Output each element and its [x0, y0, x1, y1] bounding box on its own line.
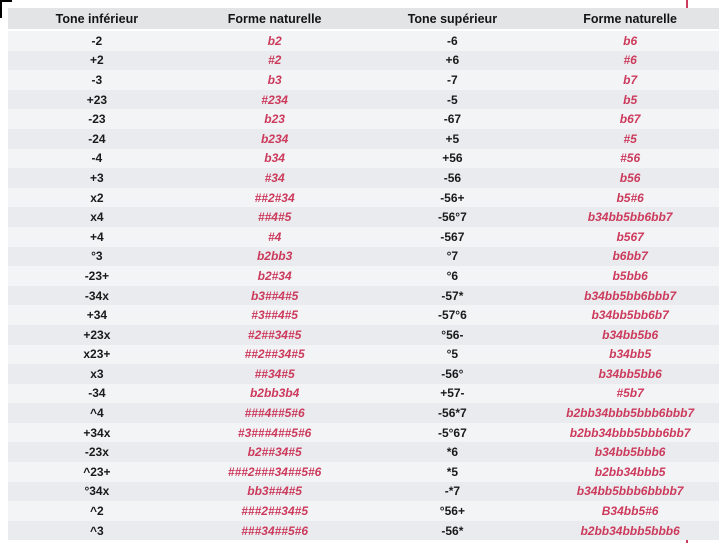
natural-form-cell: b5#6 [541, 188, 719, 208]
tone-cell: -3 [8, 70, 186, 90]
table-row [8, 442, 719, 462]
natural-form-cell: ###2##34#5 [186, 501, 364, 521]
table-row [8, 30, 719, 51]
table-row [8, 423, 719, 443]
table-row [8, 207, 719, 227]
table-row [8, 501, 719, 521]
tone-cell: x3 [8, 364, 186, 384]
natural-form-cell: b2bb34bbb5bbb6bb7 [541, 423, 719, 443]
natural-form-cell: b5bb6 [541, 266, 719, 286]
tone-cell: -57* [364, 286, 542, 306]
natural-form-cell: #56 [541, 149, 719, 169]
table-row [8, 266, 719, 286]
tone-cell: +3 [8, 168, 186, 188]
tone-cell: x2 [8, 188, 186, 208]
tone-cell: -34x [8, 286, 186, 306]
tone-cell: -56* [364, 521, 542, 541]
natural-form-cell: b7 [541, 70, 719, 90]
tone-cell: -23+ [8, 266, 186, 286]
natural-form-cell: #234 [186, 90, 364, 110]
table-row [8, 345, 719, 365]
natural-form-cell: #3###4##5#6 [186, 423, 364, 443]
tone-cell: -56 [364, 168, 542, 188]
table-row [8, 384, 719, 404]
natural-form-cell: B34bb5#6 [541, 501, 719, 521]
tone-cell: -56°7 [364, 207, 542, 227]
tone-cell: °3 [8, 247, 186, 267]
natural-form-cell: b34bb5bb6bb7 [541, 207, 719, 227]
tone-cell: -5°67 [364, 423, 542, 443]
natural-form-cell: b34bb5bb6 [541, 364, 719, 384]
tone-cell: -*7 [364, 482, 542, 502]
tone-cell: +23x [8, 325, 186, 345]
tone-cell: -5 [364, 90, 542, 110]
natural-form-cell: b3##4#5 [186, 286, 364, 306]
tone-cell: x4 [8, 207, 186, 227]
natural-form-cell: b34bb5bb6bbb7 [541, 286, 719, 306]
natural-form-cell: #4 [186, 227, 364, 247]
natural-form-cell: b2#34 [186, 266, 364, 286]
header-forme-naturelle-left: Forme naturelle [186, 8, 364, 30]
tone-cell: ^23+ [8, 462, 186, 482]
tone-cell: -57°6 [364, 305, 542, 325]
table-row [8, 305, 719, 325]
table-row [8, 109, 719, 129]
natural-form-cell: #6 [541, 51, 719, 71]
tone-cell: -23 [8, 109, 186, 129]
natural-form-cell: ###2###34##5#6 [186, 462, 364, 482]
natural-form-cell: b34bb5 [541, 345, 719, 365]
natural-form-cell: b2bb3 [186, 247, 364, 267]
natural-form-cell: b34bb5bb6b7 [541, 305, 719, 325]
table-row [8, 227, 719, 247]
table-row [8, 90, 719, 110]
tone-cell: -56*7 [364, 403, 542, 423]
header-tone-inferieur: Tone inférieur [8, 8, 186, 30]
tone-cell: ^3 [8, 521, 186, 541]
tone-cell: -67 [364, 109, 542, 129]
natural-form-cell: b2##34#5 [186, 442, 364, 462]
natural-form-cell: #5 [541, 129, 719, 149]
tone-cell: +34 [8, 305, 186, 325]
tone-cell: °5 [364, 345, 542, 365]
tone-cell: ^4 [8, 403, 186, 423]
tone-cell: +4 [8, 227, 186, 247]
table-row [8, 325, 719, 345]
table-row [8, 364, 719, 384]
header-forme-naturelle-right: Forme naturelle [541, 8, 719, 30]
tone-cell: °6 [364, 266, 542, 286]
tone-cell: -7 [364, 70, 542, 90]
natural-form-cell: b2bb34bbb5bbb6 [541, 521, 719, 541]
natural-form-cell: b5 [541, 90, 719, 110]
natural-form-cell: b2bb3b4 [186, 384, 364, 404]
table-row [8, 129, 719, 149]
table-row [8, 403, 719, 423]
natural-form-cell: b34bb5bbb6bbbb7 [541, 482, 719, 502]
natural-form-cell: b2 [186, 30, 364, 51]
natural-form-cell: bb3##4#5 [186, 482, 364, 502]
natural-form-cell: ##2#34 [186, 188, 364, 208]
natural-form-cell: #2##34#5 [186, 325, 364, 345]
natural-form-cell: b67 [541, 109, 719, 129]
table-row [8, 168, 719, 188]
natural-form-cell: b34bb5bbb6 [541, 442, 719, 462]
natural-form-cell: b6 [541, 30, 719, 51]
natural-form-cell: b2bb34bbb5 [541, 462, 719, 482]
table-row [8, 482, 719, 502]
tone-cell: -567 [364, 227, 542, 247]
natural-form-cell: #2 [186, 51, 364, 71]
tone-forms-table [8, 8, 719, 540]
tone-cell: °7 [364, 247, 542, 267]
table-row [8, 51, 719, 71]
natural-form-cell: b34 [186, 149, 364, 169]
natural-form-cell: b234 [186, 129, 364, 149]
table-row [8, 149, 719, 169]
tone-cell: °56- [364, 325, 542, 345]
natural-form-cell: ##4#5 [186, 207, 364, 227]
natural-form-cell: b34bb5b6 [541, 325, 719, 345]
tone-cell: -6 [364, 30, 542, 51]
natural-form-cell: b2bb34bbb5bbb6bbb7 [541, 403, 719, 423]
tone-cell: -2 [8, 30, 186, 51]
natural-form-cell: #5b7 [541, 384, 719, 404]
table-row [8, 286, 719, 306]
tone-cell: ^2 [8, 501, 186, 521]
tone-cell: -34 [8, 384, 186, 404]
header-row [8, 8, 719, 30]
tone-cell: +5 [364, 129, 542, 149]
tone-cell: *5 [364, 462, 542, 482]
natural-form-cell: #34 [186, 168, 364, 188]
table-row [8, 188, 719, 208]
table-row [8, 70, 719, 90]
tone-cell: -24 [8, 129, 186, 149]
tone-cell: °56+ [364, 501, 542, 521]
natural-form-cell: b567 [541, 227, 719, 247]
tone-cell: -56° [364, 364, 542, 384]
tone-cell: -4 [8, 149, 186, 169]
tone-cell: *6 [364, 442, 542, 462]
tone-cell: x23+ [8, 345, 186, 365]
tone-cell: +57- [364, 384, 542, 404]
tone-cell: +56 [364, 149, 542, 169]
natural-form-cell: b23 [186, 109, 364, 129]
tone-cell: +23 [8, 90, 186, 110]
natural-form-cell: ##34#5 [186, 364, 364, 384]
tone-cell: °34x [8, 482, 186, 502]
table-row [8, 521, 719, 541]
table-row [8, 462, 719, 482]
tone-cell: -23x [8, 442, 186, 462]
tone-cell: +34x [8, 423, 186, 443]
tone-cell: -56+ [364, 188, 542, 208]
natural-form-cell: #3##4#5 [186, 305, 364, 325]
header-tone-superieur: Tone supérieur [364, 8, 542, 30]
tone-cell: +6 [364, 51, 542, 71]
natural-form-cell: ###4##5#6 [186, 403, 364, 423]
natural-form-cell: ##2##34#5 [186, 345, 364, 365]
natural-form-cell: ###34##5#6 [186, 521, 364, 541]
natural-form-cell: b56 [541, 168, 719, 188]
natural-form-cell: b6bb7 [541, 247, 719, 267]
table-row [8, 247, 719, 267]
tone-cell: +2 [8, 51, 186, 71]
natural-form-cell: b3 [186, 70, 364, 90]
